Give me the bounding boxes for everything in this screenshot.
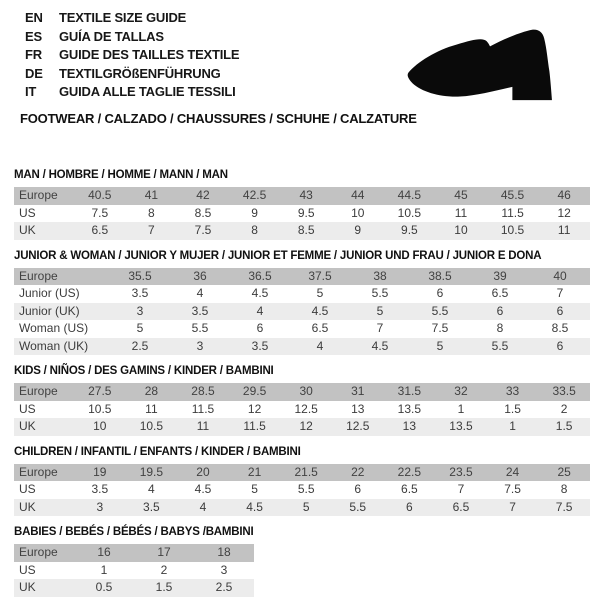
size-cell: 12 (557, 205, 571, 220)
size-cell: 44 (351, 188, 365, 202)
size-cell: 30 (299, 384, 313, 398)
size-cell: 2 (160, 562, 168, 577)
size-cell: 13 (402, 419, 417, 433)
size-cell: 7 (376, 321, 384, 335)
size-section-3 (14, 446, 590, 517)
size-cell: 39 (493, 268, 507, 283)
language-label: GUIDA ALLE TAGLIE TESSILI (59, 84, 236, 99)
size-cell: 5 (136, 321, 144, 335)
size-cell: 8 (496, 321, 504, 335)
size-cell: 4 (148, 482, 155, 496)
size-cell: 41 (144, 188, 159, 202)
table-row (14, 383, 590, 401)
size-cell: 7.5 (431, 321, 449, 335)
size-cell: 7 (457, 482, 465, 496)
size-cell: 1.5 (155, 580, 173, 594)
size-cell: 1 (100, 562, 108, 577)
language-code: ES (25, 28, 42, 44)
size-cell: 10.5 (88, 401, 112, 416)
language-label: GUIDE DES TAILLES TEXTILE (59, 47, 240, 62)
section-title: BABIES / BEBÉS / BÉBÉS / BABYS /BAMBINI (14, 526, 254, 538)
language-row-de (25, 65, 239, 84)
row-label: Junior (UK) (19, 303, 80, 318)
size-cell: 5.5 (431, 303, 449, 318)
row-label: Europe (19, 188, 58, 202)
language-row-en (25, 9, 239, 28)
language-code: EN (25, 10, 43, 25)
size-cell: 37.5 (308, 268, 332, 283)
size-cell: 12 (299, 419, 313, 433)
size-cell: 5 (436, 338, 444, 353)
size-cell: 3.5 (251, 338, 269, 353)
table-row (14, 338, 590, 356)
size-cell: 11.5 (243, 419, 266, 433)
size-cell: 29.5 (242, 384, 267, 398)
row-label: UK (19, 499, 36, 514)
size-cell: 13.5 (449, 419, 473, 433)
size-cell: 7.5 (555, 499, 573, 514)
size-cell: 7.5 (504, 482, 521, 496)
table-row (14, 303, 590, 321)
size-cell: 28 (144, 384, 159, 398)
size-cell: 21 (247, 464, 262, 479)
table-row (14, 464, 590, 482)
size-cell: 1.5 (504, 401, 521, 416)
size-section-0 (14, 169, 590, 240)
language-list (25, 9, 239, 102)
size-cell: 7 (556, 286, 564, 300)
size-cell: 6.5 (401, 482, 418, 496)
size-cell: 5.5 (371, 286, 389, 300)
size-cell: 19.5 (139, 464, 164, 479)
row-label: US (19, 205, 36, 220)
size-cell: 6 (496, 303, 504, 318)
size-cell: 23.5 (449, 464, 473, 479)
size-cell: 12.5 (294, 401, 318, 416)
size-cell: 10.5 (139, 419, 164, 433)
size-cell: 18 (217, 545, 231, 559)
size-cell: 6.5 (311, 321, 329, 335)
size-cell: 5 (376, 303, 384, 318)
table-row (14, 222, 590, 240)
size-sections (14, 169, 590, 597)
size-cell: 4 (256, 303, 264, 318)
section-title: KIDS / NIÑOS / DES GAMINS / KINDER / BAMBINI (14, 365, 274, 377)
language-row-it (25, 83, 239, 102)
size-cell: 6.5 (91, 223, 109, 237)
size-cell: 4.5 (194, 482, 212, 496)
size-cell: 28.5 (191, 384, 215, 398)
size-cell: 3.5 (131, 286, 149, 300)
size-cell: 8.5 (297, 223, 315, 237)
category-title: FOOTWEAR / CALZADO / CHAUSSURES / SCHUHE / CALZATURE (20, 111, 417, 126)
size-cell: 17 (157, 545, 171, 559)
size-cell: 31.5 (397, 384, 422, 398)
shoe-icon (398, 20, 570, 108)
table-row (14, 499, 590, 517)
size-table (14, 268, 590, 356)
size-cell: 8.5 (551, 321, 569, 335)
size-cell: 45.5 (500, 188, 525, 202)
size-cell: 5.5 (191, 321, 209, 335)
size-cell: 2.5 (131, 338, 149, 353)
size-cell: 46 (557, 188, 571, 202)
size-cell: 8 (560, 482, 568, 496)
row-label: UK (19, 580, 36, 594)
size-table (14, 383, 590, 436)
size-cell: 44.5 (397, 188, 422, 202)
table-row (14, 205, 590, 223)
size-cell: 36.5 (248, 268, 272, 283)
table-row (14, 481, 590, 499)
size-cell: 7.5 (91, 205, 109, 220)
language-code: DE (25, 65, 43, 81)
size-cell: 4.5 (251, 286, 269, 300)
size-cell: 1.5 (555, 419, 573, 433)
size-cell: 22.5 (397, 464, 422, 479)
size-section-2 (14, 365, 590, 436)
size-cell: 25 (557, 464, 571, 479)
size-cell: 3 (136, 303, 144, 318)
size-cell: 3.5 (191, 303, 209, 318)
size-cell: 11 (454, 205, 468, 220)
size-cell: 11 (557, 223, 571, 237)
language-code: IT (25, 84, 37, 99)
size-cell: 40 (553, 268, 567, 283)
size-cell: 35.5 (128, 268, 152, 283)
size-cell: 3.5 (91, 482, 109, 496)
size-cell: 19 (93, 464, 107, 479)
size-cell: 6 (406, 499, 413, 514)
size-cell: 7 (148, 223, 155, 237)
size-cell: 4.5 (311, 303, 329, 318)
section-title: CHILDREN / INFANTIL / ENFANTS / KINDER / BAMBINI (14, 445, 301, 458)
size-cell: 3.5 (143, 499, 160, 514)
row-label: UK (19, 223, 36, 237)
row-label: US (19, 482, 36, 496)
size-table (14, 187, 590, 240)
size-cell: 13 (351, 401, 365, 416)
row-label: Europe (19, 384, 58, 398)
size-cell: 1 (509, 419, 516, 433)
size-cell: 8 (148, 205, 155, 220)
row-label: Junior (US) (19, 286, 80, 300)
table-row (14, 320, 590, 338)
size-cell: 4 (316, 338, 324, 353)
row-label: US (19, 562, 36, 577)
table-row (14, 544, 254, 562)
language-label: GUÍA DE TALLAS (59, 28, 164, 44)
row-label: Europe (19, 464, 58, 479)
size-cell: 3 (220, 562, 228, 577)
size-cell: 40.5 (88, 188, 112, 202)
size-cell: 20 (196, 464, 210, 479)
size-cell: 12.5 (346, 419, 370, 433)
language-code: FR (25, 47, 42, 62)
size-cell: 3 (196, 338, 204, 353)
size-cell: 9.5 (401, 223, 418, 237)
table-row (14, 268, 590, 286)
size-cell: 9.5 (297, 205, 315, 220)
size-cell: 4 (196, 286, 204, 300)
size-cell: 33.5 (552, 384, 576, 398)
size-cell: 0.5 (95, 580, 113, 594)
size-cell: 10.5 (397, 205, 422, 220)
size-cell: 32 (454, 384, 468, 398)
size-cell: 43 (299, 188, 313, 202)
table-row (14, 579, 254, 597)
size-cell: 24 (505, 464, 520, 479)
row-label: Europe (19, 268, 58, 283)
size-cell: 6 (256, 321, 264, 335)
size-cell: 1 (457, 401, 465, 416)
table-row (14, 401, 590, 419)
size-cell: 4.5 (371, 338, 389, 353)
table-row (14, 418, 590, 436)
size-cell: 12 (247, 401, 262, 416)
size-cell: 6 (556, 338, 564, 353)
language-label: TEXTILE SIZE GUIDE (59, 10, 187, 25)
size-table (14, 544, 254, 597)
row-label: Woman (UK) (19, 338, 89, 353)
size-cell: 4 (199, 499, 207, 514)
size-cell: 10 (351, 205, 365, 220)
section-title: MAN / HOMBRE / HOMME / MANN / MAN (14, 169, 228, 181)
size-cell: 33 (505, 384, 520, 398)
size-cell: 42 (196, 188, 210, 202)
size-cell: 11.5 (191, 401, 215, 416)
size-cell: 5 (251, 482, 258, 496)
size-cell: 21.5 (294, 464, 318, 479)
size-cell: 8 (251, 223, 258, 237)
size-cell: 9 (354, 223, 362, 237)
row-label: UK (19, 419, 36, 433)
size-cell: 5 (316, 286, 324, 300)
size-cell: 27.5 (88, 384, 112, 398)
size-cell: 38 (373, 268, 387, 283)
size-cell: 5.5 (349, 499, 367, 514)
size-cell: 5.5 (297, 482, 315, 496)
size-cell: 22 (351, 464, 365, 479)
size-cell: 6 (354, 482, 362, 496)
size-cell: 42.5 (242, 188, 267, 202)
size-cell: 7.5 (194, 223, 212, 237)
size-cell: 4.5 (246, 499, 263, 514)
size-cell: 10 (93, 419, 107, 433)
size-cell: 2 (560, 401, 568, 416)
size-cell: 10 (454, 223, 468, 237)
size-cell: 2.5 (215, 580, 233, 594)
size-cell: 6.5 (491, 286, 509, 300)
size-cell: 31 (351, 384, 365, 398)
size-cell: 11 (145, 401, 158, 416)
size-cell: 6 (556, 303, 564, 318)
row-label: US (19, 401, 36, 416)
table-row (14, 187, 590, 205)
size-cell: 5 (302, 499, 310, 514)
language-label: TEXTILGRÖßENFÜHRUNG (59, 65, 221, 81)
table-row (14, 285, 590, 303)
table-row (14, 562, 254, 580)
size-cell: 3 (96, 499, 104, 514)
language-row-fr (25, 46, 239, 65)
row-label: Europe (19, 545, 58, 559)
size-cell: 13.5 (397, 401, 422, 416)
size-cell: 16 (97, 545, 111, 559)
size-cell: 6.5 (452, 499, 470, 514)
size-section-1 (14, 250, 590, 356)
size-cell: 36 (193, 268, 207, 283)
size-cell: 7 (509, 499, 516, 514)
size-cell: 11.5 (501, 205, 524, 220)
size-table (14, 464, 590, 517)
size-cell: 5.5 (491, 338, 509, 353)
size-section-4 (14, 526, 590, 597)
section-title: JUNIOR & WOMAN / JUNIOR Y MUJER / JUNIOR ET FEMME / JUNIOR UND FRAU / JUNIOR E DONA (14, 249, 542, 262)
row-label: Woman (US) (19, 321, 89, 335)
size-cell: 6 (436, 286, 444, 300)
size-cell: 9 (251, 205, 258, 220)
size-cell: 11 (196, 419, 210, 433)
size-cell: 38.5 (428, 268, 452, 283)
language-row-es (25, 28, 239, 47)
size-cell: 8.5 (194, 205, 212, 220)
size-cell: 10.5 (500, 223, 525, 237)
size-cell: 45 (454, 188, 468, 202)
